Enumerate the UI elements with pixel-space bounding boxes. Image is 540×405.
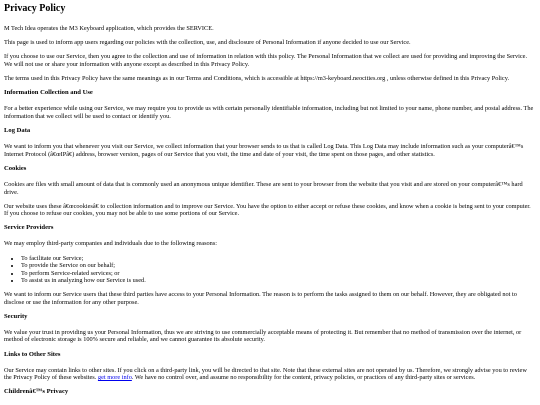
links-text-before: Our Service may contain links to other sites. If you click on a third-party link, you will be directed to that site. Note that these external sites are not operated by us. Therefore, we strongly advise you to review the Privacy Policy of these websites.	[4, 366, 527, 382]
list-item: • To assist us in analyzing how our Service is used.	[21, 277, 536, 285]
list-item: • To facilitate our Service;	[21, 255, 536, 263]
childrens-privacy-heading: Childrenâ€™s Privacy	[4, 388, 69, 396]
log-data-paragraph: We want to inform you that whenever you visit our Service, we collect information that your browser sends to us that is called Log Data. This Log Data may include information such as your computerâ€™s Internet Protocol (â€œIPâ€) address, browser version, pages of our Service that you visit, the time and date of your visit, the time spent on those pages, and other statistics.	[4, 143, 524, 158]
cookies-heading: Cookies	[4, 164, 27, 172]
cookies-paragraph-2: Our website uses these â€œcookiesâ€ to collection information and to improve our Service. You have the option to either accept or refuse these cookies, and know when a cookie is being sent to your computer. If you choose to refuse our cookies, you may not be able to use some portions of our Service.	[4, 202, 531, 218]
info-collection-heading: Information Collection and Use	[4, 89, 93, 97]
service-providers-list	[4, 255, 536, 285]
log-data-heading: Log Data	[4, 127, 31, 135]
security-heading: Security	[4, 312, 28, 320]
intro-paragraph-3: If you choose to use our Service, then you agree to the collection and use of information in relation with this policy. The Personal Information that we collect are used for providing and improving the Service. We will not use or share your information with anyone except as described in this Privacy Policy.	[4, 53, 528, 68]
info-collection-paragraph: For a better experience while using our Service, we may require you to provide us with certain personally identifiable information, including but not limited to your name, phone number, and postal address. The information that we collect will be used to contact or identify you.	[4, 105, 534, 120]
intro-paragraph-2: This page is used to inform app users regarding our policies with the collection, use, and disclosure of Personal Information if anyone decided to use our Service.	[4, 39, 411, 47]
list-item: • To provide the Service on our behalf;	[21, 262, 536, 270]
security-paragraph: We value your trust in providing us your Personal Information, thus we are striving to use commercially acceptable means of protecting it. But remember that no method of transmission over the internet, or method of electronic storage is 100% secure and reliable, and we cannot guarantee its absolute security.	[4, 328, 522, 344]
page-title: Privacy Policy	[4, 3, 66, 14]
intro-paragraph-1: M Tech Idea operates the M3 Keyboard application, which provides the SERVICE.	[4, 25, 214, 32]
get-more-info-link[interactable]: get more info	[97, 374, 132, 382]
list-item: • To perform Service-related services; or	[21, 270, 536, 278]
service-providers-paragraph-1: We may employ third-party companies and individuals due to the following reasons:	[4, 240, 218, 248]
links-heading: Links to Other Sites	[4, 350, 61, 358]
service-providers-heading: Service Providers	[4, 224, 54, 232]
cookies-paragraph-1: Cookies are files with small amount of data that is commonly used an anonymous unique identifier. These are sent to your browser from the website that you visit and are stored on your computerâ€™s hard drive.	[4, 180, 523, 196]
intro-paragraph-4: The terms used in this Privacy Policy have the same meanings as in our Terms and Conditions, which is accessible at https://m3-keyboard.neocities.org , unless otherwise defined in this Privacy Policy.	[4, 75, 510, 83]
service-providers-paragraph-2: We want to inform our Service users that these third parties have access to your Personal Information. The reason is to perform the tasks assigned to them on our behalf. However, they are obligated not to disclose or use the information for any other purpose.	[4, 291, 517, 306]
links-paragraph	[4, 367, 536, 382]
links-text-after: . We have no control over, and assume no responsibility for the content, privacy policies, or practices of any third-party sites or services.	[131, 374, 476, 382]
